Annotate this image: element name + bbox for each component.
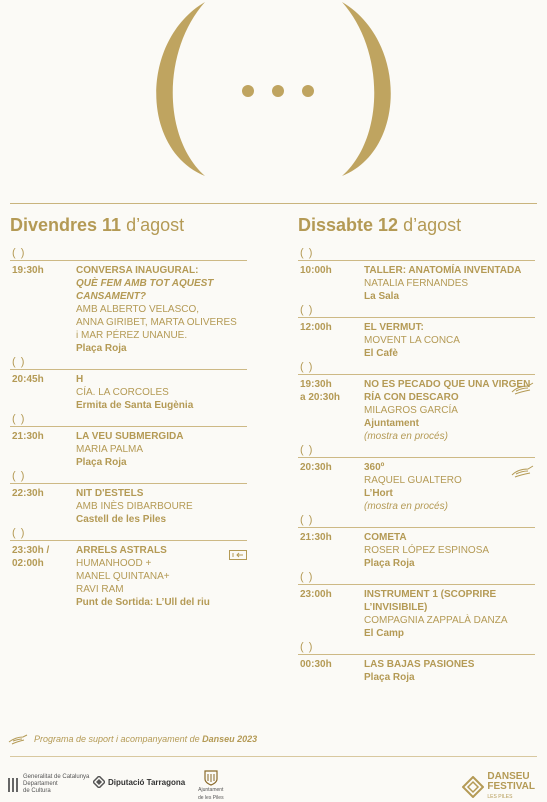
slot-marker: ( ) bbox=[12, 356, 26, 368]
event-body bbox=[364, 264, 535, 303]
slot-marker: ( ) bbox=[12, 527, 26, 539]
event-item bbox=[298, 654, 535, 684]
event-title: NO ES PECADO QUE UNA VIRGEN RÍA CON DESCARO bbox=[364, 379, 531, 403]
saturday-heading bbox=[298, 212, 535, 246]
event-venue: Plaça Roja bbox=[364, 672, 415, 683]
right-parenthesis bbox=[342, 2, 391, 176]
event-time: 00:30h bbox=[300, 659, 332, 670]
event-item bbox=[298, 374, 535, 443]
event-body bbox=[364, 588, 535, 640]
gencat-stripes-icon bbox=[8, 778, 20, 792]
event-venue: Plaça Roja bbox=[364, 558, 415, 569]
event-title: CONVERSA INAUGURAL: bbox=[76, 265, 199, 276]
dot-2 bbox=[272, 85, 284, 97]
event-item bbox=[298, 584, 535, 640]
event-title: TALLER: ANATOMÍA INVENTADA bbox=[364, 265, 522, 276]
saturday-heading-day: Dissabte 12 bbox=[298, 215, 399, 235]
header-divider bbox=[10, 203, 537, 204]
slot-marker: ( ) bbox=[12, 470, 26, 482]
friday-heading bbox=[10, 212, 247, 246]
event-venue: El Cafè bbox=[364, 348, 398, 359]
event-item bbox=[298, 457, 535, 513]
event-time: 23:00h bbox=[300, 589, 332, 600]
event-item bbox=[298, 527, 535, 570]
event-body bbox=[76, 430, 247, 469]
danseu-logo bbox=[462, 772, 535, 802]
event-item bbox=[298, 317, 535, 360]
event-body bbox=[364, 531, 535, 570]
event-artist-line: AMB INÈS DIBARBOURE bbox=[76, 501, 193, 512]
event-title: ARRELS ASTRALS bbox=[76, 545, 167, 556]
event-artist-line: CÍA. LA CORCOLES bbox=[76, 387, 169, 398]
slot-marker: ( ) bbox=[300, 514, 314, 526]
slot-marker: ( ) bbox=[12, 247, 26, 259]
event-title: LAS BAJAS PASIONES bbox=[364, 659, 475, 670]
event-item bbox=[10, 540, 247, 609]
event-note: (mostra en procés) bbox=[364, 501, 448, 512]
event-body bbox=[364, 378, 535, 443]
ajuntament-line-1: Ajuntament bbox=[198, 787, 224, 793]
event-title: COMETA bbox=[364, 532, 407, 543]
event-note: (mostra en procés) bbox=[364, 431, 448, 442]
event-artist-line: HUMANHOOD + bbox=[76, 558, 152, 569]
event-body bbox=[364, 461, 535, 513]
event-venue: Castell de les Piles bbox=[76, 514, 167, 525]
event-venue: Plaça Roja bbox=[76, 343, 127, 354]
hand-icon bbox=[8, 733, 28, 745]
gencat-line-1: Generalitat de Catalunya bbox=[23, 774, 90, 780]
event-item bbox=[10, 260, 247, 355]
support-text: Programa de suport i acompanyament de bbox=[34, 734, 203, 744]
event-title: H bbox=[76, 374, 84, 385]
event-body bbox=[364, 658, 535, 684]
event-body bbox=[364, 321, 535, 360]
event-title: NIT D'ESTELS bbox=[76, 488, 144, 499]
event-artist-line: RAVI RAM bbox=[76, 584, 124, 595]
event-body bbox=[76, 373, 247, 412]
event-item bbox=[10, 369, 247, 412]
gencat-line-3: de Cultura bbox=[23, 788, 51, 794]
event-artist-line: MOVENT LA CONCA bbox=[364, 335, 460, 346]
event-venue: Punt de Sortida: L’Ull del riu bbox=[76, 597, 210, 608]
hand-icon bbox=[511, 464, 535, 483]
event-time: 23:30h / 02:00h bbox=[12, 545, 50, 569]
slot-marker: ( ) bbox=[12, 413, 26, 425]
event-artist-line: COMPAGNIA ZAPPALÀ DANZA bbox=[364, 615, 508, 626]
danseu-diamond-icon bbox=[462, 776, 484, 798]
event-artist-line: NATALIA FERNANDES bbox=[364, 278, 469, 289]
slot-marker: ( ) bbox=[300, 361, 314, 373]
left-parenthesis bbox=[156, 2, 205, 176]
event-time: 19:30h bbox=[12, 265, 44, 276]
event-time: 21:30h bbox=[12, 431, 44, 442]
event-title: INSTRUMENT 1 (SCOPRIRE L’INVISIBILE) bbox=[364, 589, 497, 613]
footer-divider bbox=[10, 756, 537, 757]
event-subtitle: QUÈ FEM AMB TOT AQUEST CANSAMENT? bbox=[76, 278, 214, 302]
event-venue: El Camp bbox=[364, 628, 405, 639]
friday-column bbox=[10, 212, 247, 609]
event-item bbox=[10, 483, 247, 526]
event-artist-line: RAQUEL GUALTERO bbox=[364, 475, 462, 486]
event-title: LA VEU SUBMERGIDA bbox=[76, 431, 184, 442]
event-body bbox=[76, 544, 247, 609]
event-artist-line: MARIA PALMA bbox=[76, 444, 144, 455]
diputacio-diamond-icon bbox=[93, 776, 105, 788]
ticket-icon bbox=[229, 547, 247, 565]
slot-marker: ( ) bbox=[300, 571, 314, 583]
event-item bbox=[10, 426, 247, 469]
event-title: 360º bbox=[364, 462, 385, 473]
dot-3 bbox=[302, 85, 314, 97]
ajuntament-line-2: de les Piles bbox=[198, 795, 224, 801]
slot-marker: ( ) bbox=[300, 444, 314, 456]
event-time: 19:30h a 20:30h bbox=[300, 379, 341, 403]
event-artist-line: ANNA GIRIBET, MARTA OLIVERES bbox=[76, 317, 237, 328]
event-venue: Plaça Roja bbox=[76, 457, 127, 468]
event-time: 10:00h bbox=[300, 265, 332, 276]
diputacio-name: Diputació Tarragona bbox=[108, 777, 186, 787]
event-time: 22:30h bbox=[12, 488, 44, 499]
friday-event-list bbox=[10, 246, 247, 609]
danseu-subtitle: LES PILES bbox=[487, 794, 513, 800]
hero-parentheses-graphic bbox=[0, 0, 547, 195]
event-time: 12:00h bbox=[300, 322, 332, 333]
event-time: 20:45h bbox=[12, 374, 44, 385]
event-venue: Ermita de Santa Eugènia bbox=[76, 400, 194, 411]
event-time: 20:30h bbox=[300, 462, 332, 473]
slot-marker: ( ) bbox=[300, 304, 314, 316]
diputacio-logo bbox=[93, 776, 185, 788]
slot-marker: ( ) bbox=[300, 641, 314, 653]
danseu-line-2: FESTIVAL bbox=[487, 781, 535, 792]
event-venue: Ajuntament bbox=[364, 418, 419, 429]
ajuntament-logo bbox=[198, 770, 224, 802]
event-body bbox=[76, 264, 247, 355]
dot-1 bbox=[242, 85, 254, 97]
event-venue: La Sala bbox=[364, 291, 400, 302]
event-artist-line: i MAR PÉREZ UNANUE. bbox=[76, 330, 188, 341]
ajuntament-crest-icon bbox=[204, 770, 218, 786]
saturday-column bbox=[298, 212, 535, 684]
event-time: 21:30h bbox=[300, 532, 332, 543]
event-item bbox=[298, 260, 535, 303]
support-note bbox=[8, 733, 257, 745]
sponsor-logos bbox=[8, 770, 539, 801]
event-artist-line: AMB ALBERTO VELASCO, bbox=[76, 304, 200, 315]
saturday-heading-month: d’agost bbox=[398, 215, 462, 235]
danseu-line-1: DANSEU bbox=[487, 771, 530, 782]
support-brand: Danseu 2023 bbox=[202, 734, 258, 744]
friday-heading-month: d’agost bbox=[121, 215, 185, 235]
event-body bbox=[76, 487, 247, 526]
event-artist-line: MILAGROS GARCÍA bbox=[364, 405, 458, 416]
hand-icon bbox=[511, 381, 535, 400]
event-title: EL VERMUT: bbox=[364, 322, 424, 333]
friday-heading-day: Divendres 11 bbox=[10, 215, 122, 235]
slot-marker: ( ) bbox=[300, 247, 314, 259]
event-artist-line: MANEL QUINTANA+ bbox=[76, 571, 170, 582]
event-venue: L’Hort bbox=[364, 488, 393, 499]
saturday-event-list bbox=[298, 246, 535, 684]
event-artist-line: ROSER LÓPEZ ESPINOSA bbox=[364, 545, 490, 556]
gencat-line-2: Departament bbox=[23, 781, 58, 787]
gencat-logo bbox=[8, 774, 89, 795]
